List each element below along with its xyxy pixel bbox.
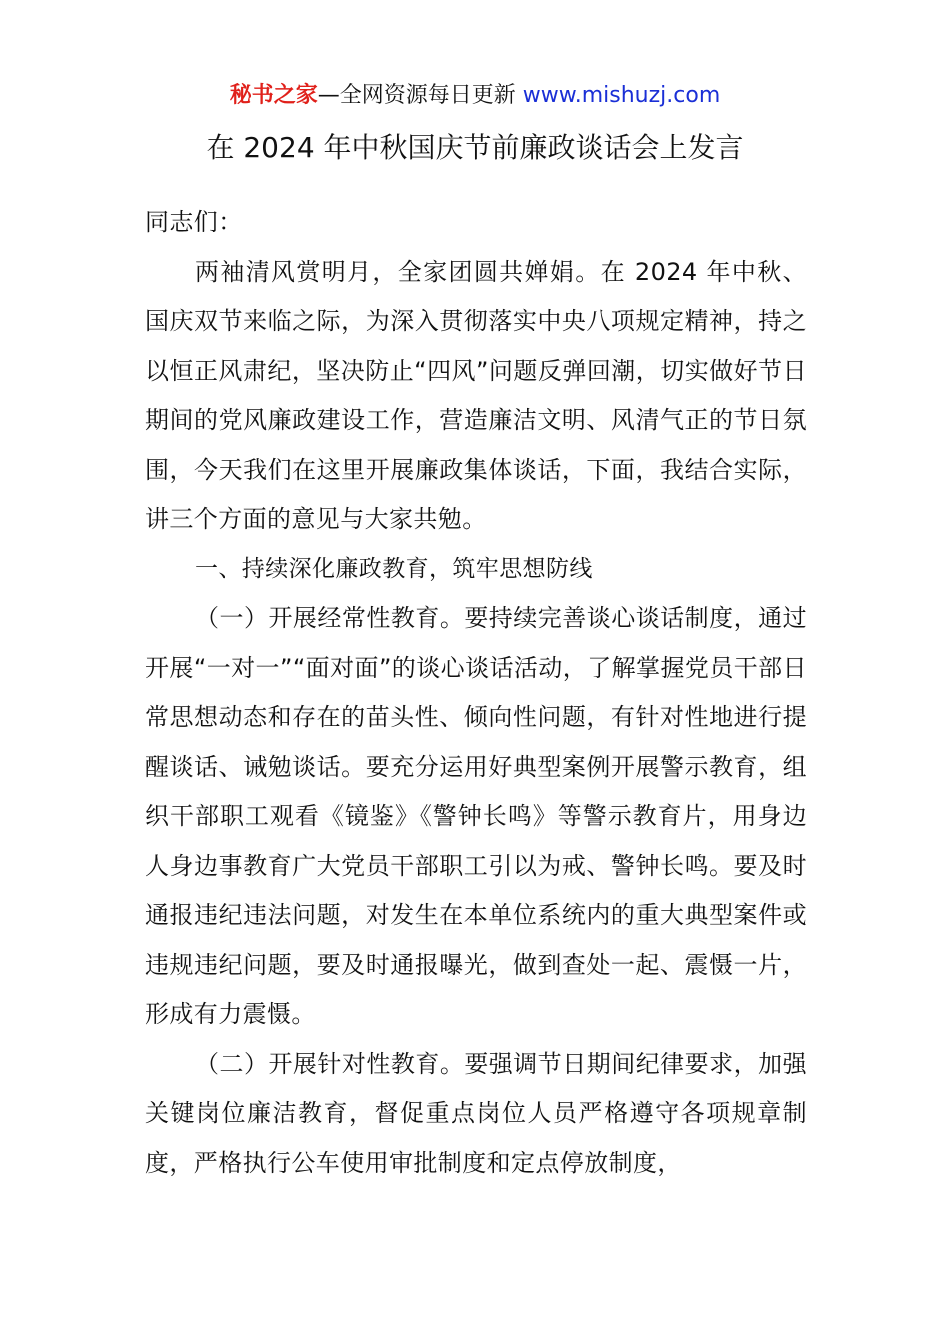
site-url[interactable]: www.mishuzj.com	[522, 83, 721, 108]
section-heading-1: 一、持续深化廉政教育，筑牢思想防线	[195, 555, 593, 582]
document-title: 在 2024 年中秋国庆节前廉政谈话会上发言	[206, 131, 744, 164]
site-slogan: —全网资源每日更新	[317, 83, 516, 108]
document-body	[145, 198, 807, 1188]
intro-paragraph: 两袖清风赏明月，全家团圆共婵娟。在 2024 年中秋、国庆双节来临之际，为深入贯彻落实中央八项规定精神，持之以恒正风肃纪，坚决防止“四风”问题反弹回潮，切实做好节日期间的党风廉政建设工作，营造廉洁文明、风清气正的节日氛围，今天我们在这里开展廉政集体谈话，下面，我结合实际，讲三个方面的意见与大家共勉。	[145, 257, 807, 533]
subsection-paragraph-1: （一）开展经常性教育。要持续完善谈心谈话制度，通过开展“一对一”“面对面”的谈心谈话活动，了解掌握党员干部日常思想动态和存在的苗头性、倾向性问题，有针对性地进行提醒谈话、诫勉谈话。要充分运用好典型案例开展警示教育，组织干部职工观看《镜鉴》《警钟长鸣》等警示教育片，用身边人身边事教育广大党员干部职工引以为戒、警钟长鸣。要及时通报违纪违法问题，对发生在本单位系统内的重大典型案件或违规违纪问题，要及时通报曝光，做到查处一起、震慑一片，形成有力震慑。	[145, 604, 807, 1028]
subsection-paragraph-2: （二）开展针对性教育。要强调节日期间纪律要求，加强关键岗位廉洁教育，督促重点岗位人员严格遵守各项规章制度，严格执行公车使用审批制度和定点停放制度，	[145, 1049, 807, 1177]
salutation: 同志们：	[145, 208, 243, 236]
site-brand: 秘书之家	[229, 83, 318, 108]
site-header	[0, 80, 950, 112]
